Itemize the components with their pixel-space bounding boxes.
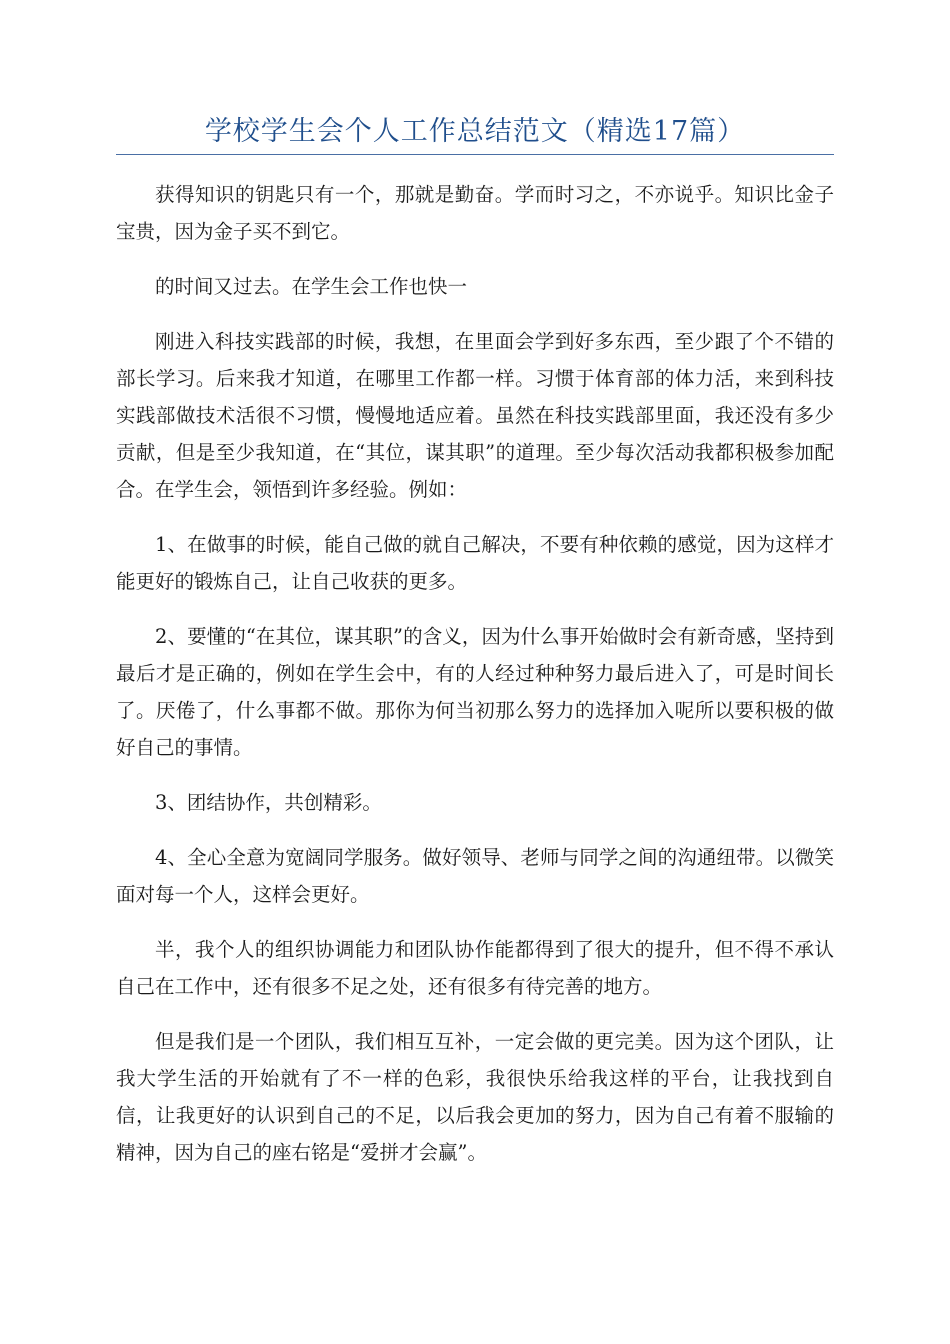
paragraph-5: 2、要懂的“在其位，谋其职”的含义，因为什么事开始做时会有新奇感，坚持到最后才是正确的，例如在学生会中，有的人经过种种努力最后进入了，可是时间长了。厌倦了，什么事都不做。那你为何当初那么努力的选择加入呢所以要积极的做好自己的事情。 <box>116 625 834 759</box>
paragraph-6: 3、团结协作，共创精彩。 <box>155 791 382 814</box>
document-title: 学校学生会个人工作总结范文（精选17篇） <box>204 116 746 147</box>
paragraph-4: 1、在做事的时候，能自己做的就自己解决，不要有种依赖的感觉，因为这样才能更好的锻炼自己，让自己收获的更多。 <box>116 533 834 593</box>
paragraph-3: 刚进入科技实践部的时候，我想，在里面会学到好多东西，至少跟了个不错的部长学习。后来我才知道，在哪里工作都一样。习惯于体育部的体力活，来到科技实践部做技术活很不习惯，慢慢地适应着。虽然在科技实践部里面，我还没有多少贡献，但是至少我知道，在“其位，谋其职”的道理。至少每次活动我都积极参加配合。在学生会，领悟到许多经验。例如： <box>116 330 834 501</box>
paragraph-1: 获得知识的钥匙只有一个，那就是勤奋。学而时习之，不亦说乎。知识比金子宝贵，因为金子买不到它。 <box>116 183 834 243</box>
document-body <box>116 176 834 1189</box>
paragraph-2: 的时间又过去。在学生会工作也快一 <box>155 275 468 298</box>
title-underline <box>116 154 834 155</box>
paragraph-9: 但是我们是一个团队，我们相互互补，一定会做的更完美。因为这个团队，让我大学生活的开始就有了不一样的色彩，我很快乐给我这样的平台，让我找到自信，让我更好的认识到自己的不足，以后我会更加的努力，因为自己有着不服输的精神，因为自己的座右铭是“爱拼才会赢”。 <box>116 1030 834 1164</box>
paragraph-8: 半，我个人的组织协调能力和团队协作能都得到了很大的提升，但不得不承认自己在工作中，还有很多不足之处，还有很多有待完善的地方。 <box>116 938 834 998</box>
paragraph-7: 4、全心全意为宽阔同学服务。做好领导、老师与同学之间的沟通纽带。以微笑面对每一个人，这样会更好。 <box>116 846 834 906</box>
